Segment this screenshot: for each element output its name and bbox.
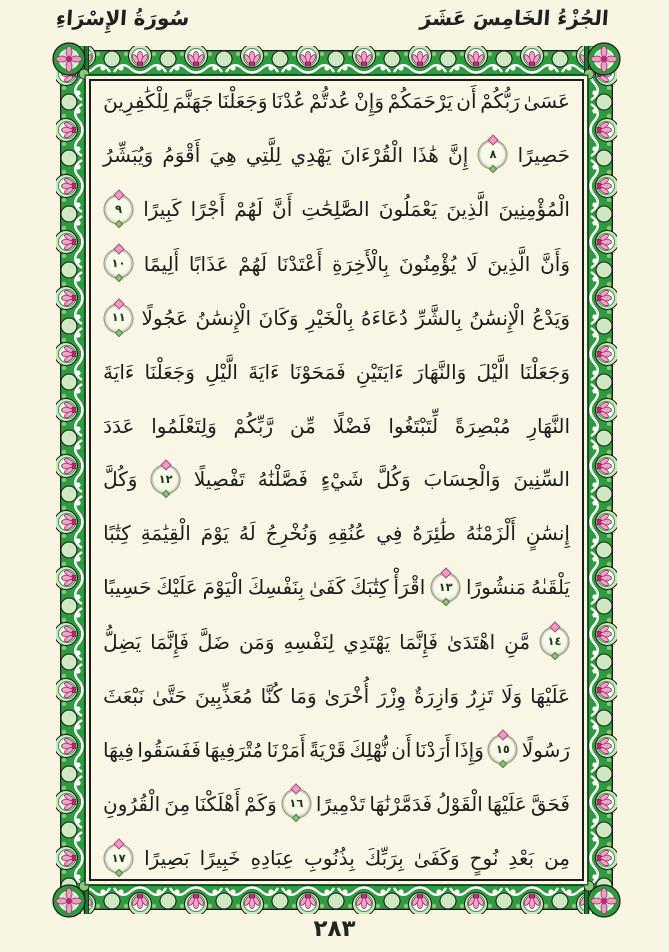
quran-word: كَبِيرًا [143,197,182,222]
aya-end-marker-icon [106,846,131,871]
quran-line [103,791,570,816]
quran-word: وَكُلَّ [103,467,138,492]
quran-word: نَبْعَثَ [103,683,145,708]
quran-word: بِذُنُوبِ [303,846,355,871]
quran-line [103,575,570,600]
border-strip-bottom [56,881,617,914]
quran-word: عَجُولًا [141,306,189,331]
quran-word: تَدْمِيرًا [315,791,366,816]
quran-word: كِتَٰبًا [103,521,131,546]
quran-word: أَن [391,737,412,762]
quran-word: الْقِيَٰمَةِ [140,521,191,546]
quran-word: عَذَابًا [188,251,229,276]
quran-word: النَّهَارِ [527,413,570,438]
quran-word: عُدْنَا [271,89,306,113]
quran-word: شَيْءٍ [320,467,364,492]
quran-word: اقْرَأْ [393,575,426,600]
quran-word: بِالْخَيْرِ [305,306,354,331]
quran-line [103,251,570,276]
quran-word: لَهُمْ [238,251,267,276]
quran-word: عِبَادِهِ [250,846,295,871]
quran-word: فَإِنَّمَا [399,629,438,654]
quran-word: يَهْتَدِي [343,629,391,654]
quran-word: وَمَا [290,683,317,708]
aya-end-marker-icon [106,251,131,276]
aya-end-marker-icon [284,791,309,816]
surah-title: سُورَةُ الإِسْرَاءِ [55,6,191,30]
quran-word: كِتَٰبَكَ [350,575,389,600]
aya-number: ١١ [111,310,126,325]
corner-rosette-icon [580,877,624,921]
quran-word: السِّنِينَ [513,467,570,492]
quran-word: عَلَيْكَ [156,575,198,600]
quran-word: أَمَرْنَا [266,737,306,762]
quran-word: وَإِذَا [454,737,484,762]
border-strip-left [56,46,89,914]
quran-word: عُدتُّمْ [309,89,351,113]
quran-word: جَهَنَّمَ [172,89,214,113]
corner-rosette-icon [49,877,93,921]
aya-number: ١٣ [438,579,453,594]
quran-word: يَلْقَىٰهُ [530,575,570,600]
quran-line [103,197,570,222]
quran-word: الْمُؤْمِنِينَ [498,197,570,222]
quran-word: أَعْتَدْنَا [276,251,323,276]
aya-end-marker-icon [106,306,131,331]
aya-number: ١٠ [111,256,126,271]
quran-word: لِلَّتِي [245,142,282,167]
quran-word: أَهْلَكْنَا [194,791,241,816]
quran-word: خَبِيرًا [199,846,241,871]
quran-word: يَعْمَلُونَ [378,197,438,222]
aya-number: ٩ [115,201,123,216]
quran-word: تَزِرُ [466,683,494,708]
quran-word: الْإِنسَٰنُ [469,306,525,331]
quran-word: ضَلَّ [197,629,231,654]
corner-rosette-icon [49,39,93,83]
quran-word: اهْتَدَىٰ [446,629,496,654]
ornamental-border-frame [56,46,617,914]
quran-word: أَن [456,89,477,113]
quran-word: حَسِيبًا [103,575,152,600]
quran-word: وَكُلَّ [376,467,411,492]
page-header [56,6,609,30]
quran-word: لِنَفْسِهِ [283,629,335,654]
quran-word: الصَّٰلِحَٰتِ [301,197,370,222]
quran-word: وَكَمْ [244,791,277,816]
quran-word: أَلْزَمْنَٰهُ [465,521,516,546]
aya-number: ١٤ [547,633,562,648]
quran-word: الْقَوْلُ [436,791,483,816]
quran-word: كُنَّا [260,683,283,708]
quran-word: رَسُولًا [521,737,570,762]
quran-word: وَمَن [238,629,275,654]
quran-line [103,89,570,113]
quran-word: لِلْكَٰفِرِينَ [103,89,169,113]
quran-word: وَلِتَعْلَمُوا [151,413,217,438]
aya-number: ١٦ [289,796,304,811]
quran-word: الَّذِينَ [487,251,531,276]
quran-line [103,360,570,384]
quran-word: يَوْمَ [200,521,229,546]
quran-word: ءَايَتَيْنِ [355,360,404,385]
quran-word: وَنُخْرِجُ [265,521,318,546]
quran-word: عَدَدَ [103,413,135,438]
quran-word: الَّيْلَ [476,360,510,385]
quran-word: بِنَفْسِكَ [247,575,305,600]
quran-word: وَازِرَةٌ [413,683,459,708]
quran-word: وَالْحِسَابَ [423,467,501,492]
quran-word: بِالْأَخِرَةِ [332,251,390,276]
quran-word: هَٰذَا [412,142,439,167]
quran-word: وَيُبَشِّرُ [103,142,154,167]
quran-word: يَهْدِي [290,142,332,167]
quran-word: دُعَاءَهُ [361,306,408,331]
aya-end-marker-icon [480,142,505,167]
quran-word: لَهُ [238,521,256,546]
quran-word: عُنُقِهِ [327,521,367,546]
quran-line [103,521,570,545]
quran-word: فِي [376,521,403,546]
quran-word: كَفَىٰ [309,575,346,600]
border-strip-top [56,46,617,79]
quran-word: يُؤْمِنُونَ [398,251,457,276]
quran-word: الَّيْلِ [205,360,238,385]
quran-word: حَصِيرًا [517,142,570,167]
quran-word: وَلَا [501,683,523,708]
quran-word: الَّذِينَ [446,197,490,222]
quran-word: الْقُرْءَانَ [340,142,404,167]
quran-word: فَإِنَّمَا [150,629,189,654]
quran-word: حَتَّىٰ [151,683,188,708]
quran-word: طَٰئِرَهُ [412,521,456,546]
quran-word: وِزْرَ [377,683,407,708]
quran-word: فَفَسَقُوا [137,737,201,762]
quran-word: بِرَبِّكَ [364,846,404,871]
quran-word: أَلِيمًا [143,251,180,276]
page-number: ٢٨٣ [313,916,356,942]
quran-word: عَلَيْهَا [486,791,527,816]
aya-end-marker-icon [542,629,567,654]
quran-word: فَحَقَّ [530,791,570,816]
aya-end-marker-icon [153,467,178,492]
quran-text-block [103,89,570,871]
aya-end-marker-icon [433,575,458,600]
quran-word: رَبُّكُمْ [480,89,520,113]
quran-word: أَنَّ [272,197,293,222]
quran-word: نُوحٍ [469,846,499,871]
quran-word: مُعَذِّبِينَ [194,683,253,708]
quran-line [103,629,570,654]
quran-line [103,414,570,438]
quran-line [103,846,570,871]
quran-word: فَضْلًا [332,413,372,438]
quran-word: أَرَدْنَا [414,737,451,762]
quran-word: لَهُمْ [234,197,263,222]
quran-word: إِنَّ [448,142,469,167]
border-strip-right [584,46,617,914]
aya-number: ٨ [489,147,497,162]
quran-word: مِن [544,846,570,871]
quran-word: لَا [466,251,478,276]
quran-word: تَفْصِيلًا [193,467,245,492]
quran-word: فِيهَا [103,737,134,762]
quran-line [103,142,570,167]
aya-number: ١٥ [495,741,510,756]
quran-word: وَجَعَلْنَا [519,360,570,385]
quran-word: إِنسَٰنٍ [525,521,570,546]
quran-word: بِالشَّرِّ [415,306,462,331]
quran-word: عَلَيْهَا [530,683,570,708]
aya-number: ١٢ [158,471,173,486]
quran-word: الْيَوْمَ [202,575,243,600]
quran-line [103,467,570,492]
quran-word: رَّبِّكُمْ [233,413,274,438]
quran-word: وَكَانَ [258,306,299,331]
quran-word: يَضِلُّ [103,629,142,654]
quran-word: وَالنَّهَارَ [413,360,467,385]
quran-word: وَجَعَلْنَا [144,360,195,385]
quran-line [103,684,570,708]
quran-word: مَّنِ [504,629,531,654]
quran-word: مُبْصِرَةً [454,413,511,438]
quran-word: قَرْيَةً [309,737,346,762]
quran-word: ءَايَةَ [248,360,280,385]
quran-word: أَقْوَمُ [162,142,201,167]
quran-word: وَكَفَىٰ [413,846,460,871]
aya-end-marker-icon [106,197,131,222]
quran-line [103,306,570,331]
aya-end-marker-icon [490,737,515,762]
quran-word: أَجْرًا [190,197,226,222]
quran-word: ءَايَةَ [103,360,135,385]
quran-word: مَنشُورًا [465,575,527,600]
quran-word: وَيَدْعُ [532,306,570,331]
quran-word: الْقُرُونِ [103,791,161,816]
quran-word: مُتْرَفِيهَا [204,737,264,762]
quran-word: مِّن [289,413,316,438]
quran-word: وَجَعَلْنَا [217,89,268,113]
quran-word: بَعْدِ [508,846,535,871]
quran-word: فَصَّلْنَٰهُ [257,467,308,492]
quran-word: لِّتَبْتَغُوا [388,413,439,438]
quran-word: فَمَحَوْنَا [289,360,346,385]
quran-word: بَصِيرًا [144,846,190,871]
quran-word: هِيَ [209,142,237,167]
quran-word: وَأَنَّ [540,251,570,276]
quran-line [103,737,570,762]
corner-rosette-icon [580,39,624,83]
text-frame [89,79,584,881]
quran-word: الْإِنسَٰنُ [195,306,252,331]
aya-number: ١٧ [111,850,126,865]
juz-title: الجُزْءُ الخَامِسَ عَشَرَ [419,6,610,30]
quran-word: فَدَمَّرْنَٰهَا [369,791,433,816]
quran-word: وَإِنْ [354,89,384,113]
quran-word: مِنَ [164,791,191,816]
quran-word: أُخْرَىٰ [324,683,370,708]
quran-word: يَرْحَمَكُمْ [387,89,453,113]
quran-word: نُّهْلِكَ [349,737,388,762]
quran-word: عَسَىٰ [523,89,570,113]
